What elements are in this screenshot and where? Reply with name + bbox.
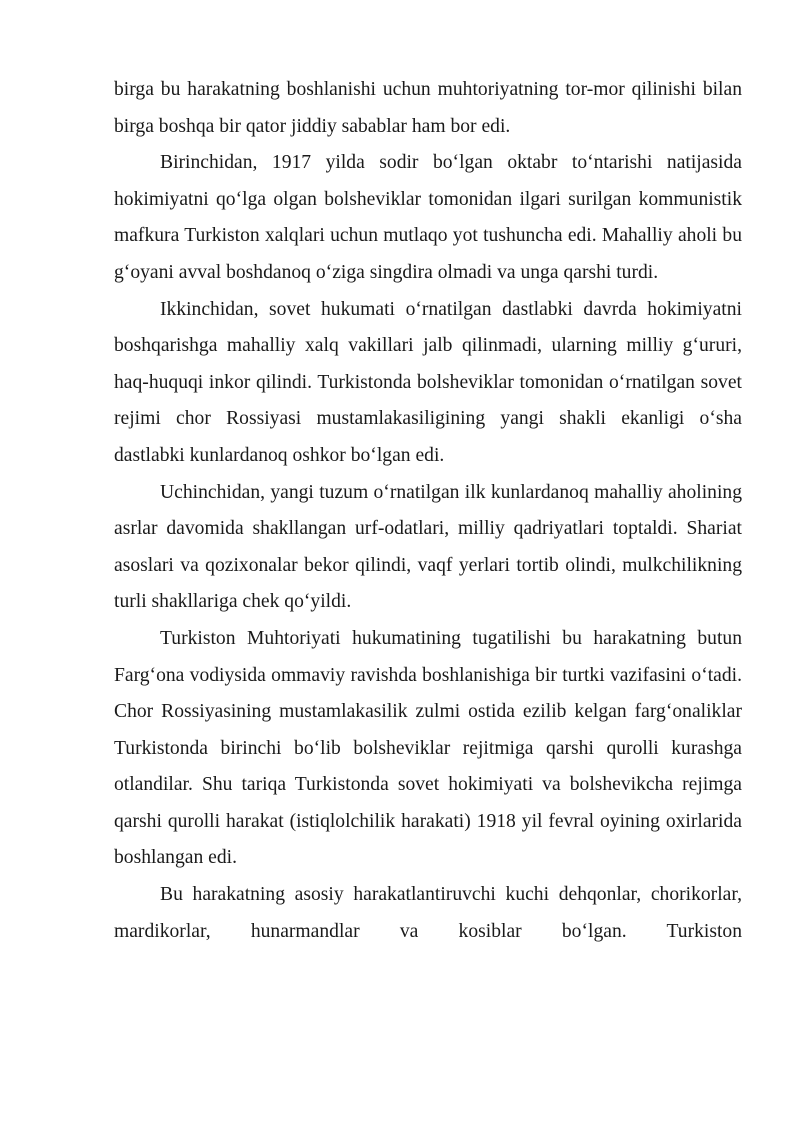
paragraph-continuation: birga bu harakatning boshlanishi uchun muhtoriyatning tor-mor qilinishi bilan birga boshqa bir qator jiddiy sabablar ham bor edi. bbox=[114, 79, 742, 137]
paragraph-birinchidan: Birinchidan, 1917 yilda sodir bo‘lgan oktabr to‘ntarishi natijasida hokimiyatni qo‘lga olgan bolsheviklar tomonidan ilgari surilgan kommunistik mafkura Turkiston xalqlari uchun mutlaqo yot tushuncha edi. Mahalliy aholi bu g‘oyani avval boshdanoq o‘ziga singdira olmadi va unga qarshi turdi. bbox=[114, 152, 742, 283]
paragraph-turkiston-muhtoriyati: Turkiston Muhtoriyati hukumatining tugatilishi bu harakatning butun Farg‘ona vodiysida ommaviy ravishda boshlanishiga bir turtki vazifasini o‘tadi. Chor Rossiyasining mustamlakasilik zulmi ostida ezilib kelgan farg‘onaliklar Turkistonda birinchi bo‘lib bolsheviklar rejitmiga qarshi qurolli kurashga otlandilar. Shu tariqa Turkistonda sovet hokimiyati va bolshevikcha rejimga qarshi qurolli harakat (istiqlolchilik harakati) 1918 yil fevral oyining oxirlarida boshlangan edi. bbox=[114, 627, 742, 869]
paragraph-harakat-kuchi: Bu harakatning asosiy harakatlantiruvchi kuchi dehqonlar, chorikorlar, mardikorlar, hunarmandlar va kosiblar bo‘lgan. Turkiston bbox=[114, 884, 742, 942]
paragraph-uchinchidan: Uchinchidan, yangi tuzum o‘rnatilgan ilk kunlardanoq mahalliy aholining asrlar davomida shakllangan urf-odatlari, milliy qadriyatlari toptaldi. Shariat asoslari va qozixonalar bekor qilindi, vaqf yerlari tortib olindi, mulkchilikning turli shakllariga chek qo‘yildi. bbox=[114, 481, 742, 613]
paragraph-ikkinchidan: Ikkinchidan, sovet hukumati o‘rnatilgan dastlabki davrda hokimiyatni boshqarishga mahalliy xalq vakillari jalb qilinmadi, ularning milliy g‘ururi, haq-huquqi inkor qilindi. Turkistonda bolsheviklar tomonidan o‘rnatilgan sovet rejimi chor Rossiyasi mustamlakasiligining yangi shakli ekanligi o‘sha dastlabki kunlardanoq oshkor bo‘lgan edi. bbox=[114, 298, 742, 466]
document-page bbox=[114, 72, 742, 950]
